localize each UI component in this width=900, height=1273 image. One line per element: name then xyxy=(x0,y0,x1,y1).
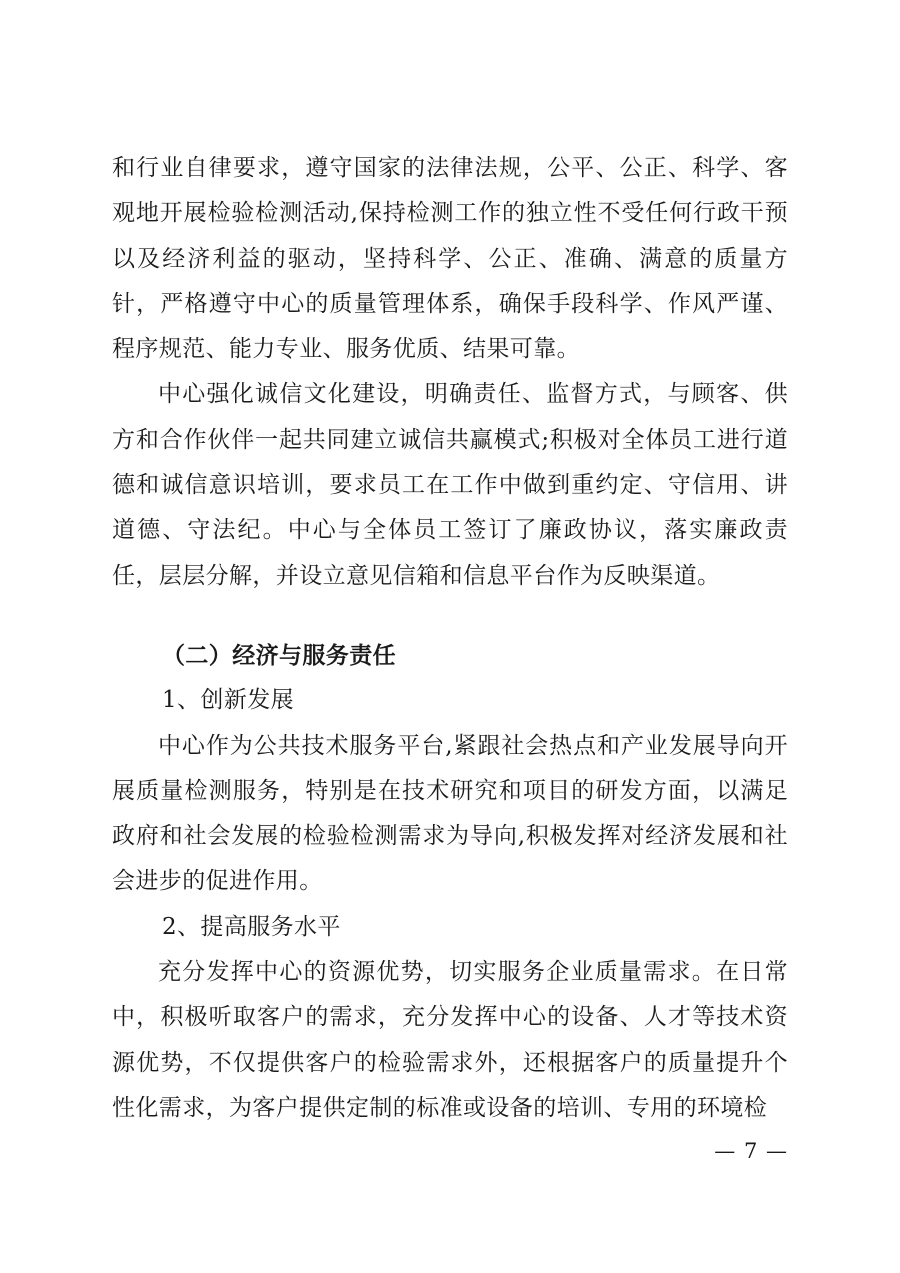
subsection-title-innovation: 1、创新发展 xyxy=(162,687,295,714)
section-spacer xyxy=(112,599,788,633)
body-paragraph-service: 充分发挥中心的资源优势，切实服务企业质量需求。在日常中，积极听取客户的需求，充分发挥中心的设备、人才等技术资源优势，不仅提供客户的检验需求外，还根据客户的质量提升个性化需求，为客户提供定制的标准或设备的培训、专用的环境检 xyxy=(112,959,788,1121)
body-paragraph-continued: 和行业自律要求，遵守国家的法律法规，公平、公正、科学、客观地开展检验检测活动,保持检测工作的独立性不受任何行政干预以及经济利益的驱动，坚持科学、公正、准确、满意的质量方针，严格遵守中心的质量管理体系，确保手段科学、作风严谨、程序规范、能力专业、服务优质、结果可靠。 xyxy=(112,155,788,363)
page-number: — 7 — xyxy=(714,1139,788,1163)
body-paragraph-integrity: 中心强化诚信文化建设，明确责任、监督方式，与顾客、供方和合作伙伴一起共同建立诚信共赢模式;积极对全体员工进行道德和诚信意识培训，要求员工在工作中做到重约定、守信用、讲道德、守法纪。中心与全体员工签订了廉政协议，落实廉政责任，层层分解，并设立意见信箱和信息平台作为反映渠道。 xyxy=(112,381,788,589)
body-paragraph-innovation: 中心作为公共技术服务平台,紧跟社会热点和产业发展导向开展质量检测服务，特别是在技术研究和项目的研发方面，以满足政府和社会发展的检验检测需求为导向,积极发挥对经济发展和社会进步的促进作用。 xyxy=(112,732,788,895)
page-body xyxy=(112,146,788,1131)
section-heading: （二）经济与服务责任 xyxy=(162,641,396,669)
subsection-title-service: 2、提高服务水平 xyxy=(162,913,341,940)
